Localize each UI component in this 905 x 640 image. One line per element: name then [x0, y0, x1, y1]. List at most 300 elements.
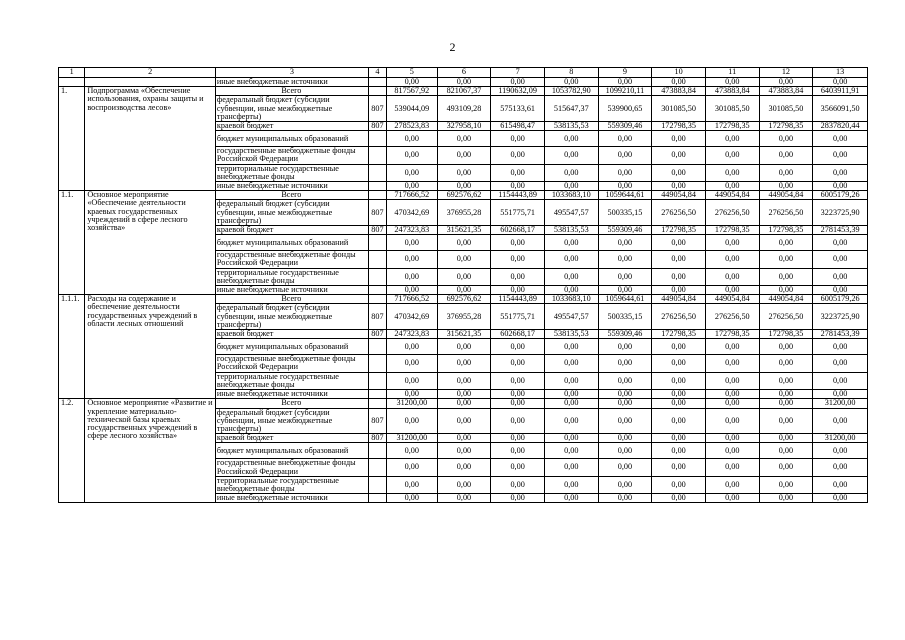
amount-cell: 500335,15 [598, 200, 652, 226]
amount-cell: 0,00 [598, 399, 652, 408]
amount-cell: 0,00 [652, 399, 706, 408]
amount-cell: 0,00 [813, 268, 868, 285]
amount-cell: 0,00 [598, 147, 652, 164]
budget-code [368, 286, 386, 295]
amount-cell: 538135,53 [544, 122, 598, 131]
amount-cell: 0,00 [437, 235, 491, 251]
amount-cell: 500335,15 [598, 304, 652, 330]
amount-cell: 0,00 [705, 459, 759, 476]
amount-cell: 0,00 [759, 399, 813, 408]
table-row [59, 191, 868, 200]
amount-cell: 817567,92 [387, 87, 438, 96]
amount-cell: 0,00 [813, 372, 868, 389]
funding-source: федеральный бюджет (субсидии субвенции, иные межбюджетные трансферты) [215, 408, 368, 434]
funding-source: краевой бюджет [215, 434, 368, 443]
amount-cell: 0,00 [387, 408, 438, 434]
amount-cell: 3223725,90 [813, 200, 868, 226]
amount-cell: 0,00 [387, 476, 438, 493]
funding-source: федеральный бюджет (субсидии субвенции, иные межбюджетные трансферты) [215, 304, 368, 330]
funding-source: государственные внебюджетные фонды Российской Федерации [215, 251, 368, 268]
amount-cell: 0,00 [705, 182, 759, 191]
amount-cell: 0,00 [813, 443, 868, 459]
amount-cell: 0,00 [437, 147, 491, 164]
amount-cell: 276256,50 [705, 200, 759, 226]
amount-cell: 0,00 [491, 459, 545, 476]
funding-source: территориальные государственные внебюджетные фонды [215, 476, 368, 493]
amount-cell: 0,00 [759, 494, 813, 503]
amount-cell: 376955,28 [437, 304, 491, 330]
amount-cell: 0,00 [387, 494, 438, 503]
amount-cell: 0,00 [705, 443, 759, 459]
amount-cell: 0,00 [387, 78, 438, 87]
amount-cell: 0,00 [705, 339, 759, 355]
amount-cell: 0,00 [544, 147, 598, 164]
budget-code [368, 372, 386, 389]
column-number-5: 5 [387, 68, 438, 78]
amount-cell: 3566091,50 [813, 96, 868, 122]
amount-cell: 301085,50 [759, 96, 813, 122]
amount-cell: 0,00 [544, 78, 598, 87]
amount-cell: 0,00 [759, 147, 813, 164]
amount-cell: 301085,50 [652, 96, 706, 122]
column-number-3: 3 [215, 68, 368, 78]
amount-cell: 172798,35 [652, 122, 706, 131]
amount-cell: 0,00 [813, 286, 868, 295]
amount-cell: 2781453,39 [813, 330, 868, 339]
amount-cell: 0,00 [437, 399, 491, 408]
amount-cell: 31200,00 [387, 399, 438, 408]
amount-cell: 172798,35 [705, 226, 759, 235]
amount-cell: 0,00 [491, 494, 545, 503]
column-number-6: 6 [437, 68, 491, 78]
amount-cell: 0,00 [544, 494, 598, 503]
budget-code [368, 459, 386, 476]
amount-cell: 0,00 [759, 251, 813, 268]
budget-code [368, 295, 386, 304]
amount-cell: 0,00 [652, 434, 706, 443]
amount-cell: 0,00 [813, 408, 868, 434]
column-number-13: 13 [813, 68, 868, 78]
amount-cell: 0,00 [759, 286, 813, 295]
amount-cell: 0,00 [387, 182, 438, 191]
amount-cell: 0,00 [705, 476, 759, 493]
amount-cell: 0,00 [491, 131, 545, 147]
amount-cell: 0,00 [598, 390, 652, 399]
amount-cell: 0,00 [705, 390, 759, 399]
amount-cell: 0,00 [437, 390, 491, 399]
amount-cell: 276256,50 [759, 304, 813, 330]
funding-source: краевой бюджет [215, 122, 368, 131]
amount-cell: 0,00 [652, 372, 706, 389]
amount-cell: 470342,69 [387, 304, 438, 330]
amount-cell: 0,00 [759, 390, 813, 399]
column-number-11: 11 [705, 68, 759, 78]
budget-code [368, 147, 386, 164]
amount-cell: 575133,61 [491, 96, 545, 122]
amount-cell: 0,00 [437, 434, 491, 443]
amount-cell: 0,00 [652, 408, 706, 434]
amount-cell: 470342,69 [387, 200, 438, 226]
amount-cell: 0,00 [598, 443, 652, 459]
amount-cell: 0,00 [544, 339, 598, 355]
budget-code: 807 [368, 200, 386, 226]
amount-cell: 0,00 [544, 164, 598, 181]
amount-cell: 0,00 [544, 268, 598, 285]
amount-cell: 0,00 [759, 164, 813, 181]
budget-code [368, 390, 386, 399]
column-number-8: 8 [544, 68, 598, 78]
amount-cell: 31200,00 [813, 434, 868, 443]
column-number-9: 9 [598, 68, 652, 78]
amount-cell: 538135,53 [544, 330, 598, 339]
amount-cell: 276256,50 [759, 200, 813, 226]
budget-table [58, 67, 868, 503]
amount-cell: 821067,37 [437, 87, 491, 96]
amount-cell: 0,00 [759, 372, 813, 389]
amount-cell: 0,00 [652, 147, 706, 164]
amount-cell: 0,00 [652, 390, 706, 399]
amount-cell: 559309,46 [598, 226, 652, 235]
amount-cell: 0,00 [652, 182, 706, 191]
funding-source: иные внебюджетные источники [215, 494, 368, 503]
amount-cell: 515647,37 [544, 96, 598, 122]
amount-cell: 0,00 [491, 408, 545, 434]
budget-code: 807 [368, 330, 386, 339]
amount-cell: 0,00 [387, 286, 438, 295]
amount-cell: 0,00 [491, 268, 545, 285]
amount-cell: 0,00 [387, 355, 438, 372]
amount-cell: 717666,52 [387, 295, 438, 304]
amount-cell: 0,00 [491, 147, 545, 164]
amount-cell: 1033683,10 [544, 191, 598, 200]
amount-cell: 0,00 [387, 443, 438, 459]
amount-cell: 0,00 [437, 131, 491, 147]
amount-cell: 0,00 [491, 182, 545, 191]
amount-cell: 0,00 [652, 355, 706, 372]
amount-cell: 172798,35 [652, 330, 706, 339]
amount-cell: 0,00 [759, 434, 813, 443]
amount-cell: 0,00 [437, 372, 491, 389]
amount-cell: 0,00 [759, 131, 813, 147]
funding-source: Всего [215, 191, 368, 200]
funding-source: Всего [215, 87, 368, 96]
amount-cell: 0,00 [387, 147, 438, 164]
funding-source: иные внебюджетные источники [215, 390, 368, 399]
amount-cell: 0,00 [652, 286, 706, 295]
amount-cell: 0,00 [813, 251, 868, 268]
amount-cell: 0,00 [598, 131, 652, 147]
amount-cell: 0,00 [598, 339, 652, 355]
amount-cell: 0,00 [598, 372, 652, 389]
column-number-12: 12 [759, 68, 813, 78]
amount-cell: 449054,84 [705, 191, 759, 200]
amount-cell: 0,00 [705, 434, 759, 443]
amount-cell: 0,00 [705, 399, 759, 408]
amount-cell: 0,00 [813, 182, 868, 191]
budget-code: 807 [368, 226, 386, 235]
amount-cell: 0,00 [759, 443, 813, 459]
amount-cell: 1053782,90 [544, 87, 598, 96]
amount-cell: 717666,52 [387, 191, 438, 200]
amount-cell: 0,00 [491, 476, 545, 493]
column-number-2: 2 [85, 68, 216, 78]
amount-cell: 0,00 [813, 390, 868, 399]
budget-code [368, 339, 386, 355]
activity-name: Основное мероприятие «Обеспечение деятельности краевых государственных учреждений в сфере лесного хозяйства» [85, 191, 216, 295]
amount-cell: 602668,17 [491, 330, 545, 339]
amount-cell: 0,00 [652, 131, 706, 147]
amount-cell: 0,00 [544, 355, 598, 372]
funding-source: бюджет муниципальных образований [215, 443, 368, 459]
activity-name-cell [85, 78, 216, 87]
amount-cell: 559309,46 [598, 122, 652, 131]
funding-source: иные внебюджетные источники [215, 182, 368, 191]
amount-cell: 0,00 [705, 164, 759, 181]
budget-code: 807 [368, 122, 386, 131]
amount-cell: 0,00 [491, 251, 545, 268]
amount-cell: 1099210,11 [598, 87, 652, 96]
amount-cell: 0,00 [544, 182, 598, 191]
amount-cell: 0,00 [598, 182, 652, 191]
amount-cell: 473883,84 [759, 87, 813, 96]
amount-cell: 0,00 [491, 399, 545, 408]
amount-cell: 0,00 [759, 339, 813, 355]
amount-cell: 172798,35 [759, 122, 813, 131]
amount-cell: 0,00 [652, 78, 706, 87]
amount-cell: 0,00 [544, 476, 598, 493]
amount-cell: 0,00 [652, 459, 706, 476]
funding-source: иные внебюджетные источники [215, 286, 368, 295]
amount-cell: 0,00 [437, 164, 491, 181]
funding-source: краевой бюджет [215, 330, 368, 339]
amount-cell: 0,00 [598, 476, 652, 493]
amount-cell: 449054,84 [759, 295, 813, 304]
amount-cell: 0,00 [387, 251, 438, 268]
amount-cell: 327958,10 [437, 122, 491, 131]
budget-code [368, 494, 386, 503]
amount-cell: 0,00 [705, 268, 759, 285]
budget-code: 807 [368, 96, 386, 122]
budget-code [368, 87, 386, 96]
amount-cell: 6005179,26 [813, 295, 868, 304]
amount-cell: 0,00 [491, 372, 545, 389]
amount-cell: 278523,83 [387, 122, 438, 131]
funding-source: федеральный бюджет (субсидии субвенции, иные межбюджетные трансферты) [215, 96, 368, 122]
funding-source: краевой бюджет [215, 226, 368, 235]
amount-cell: 0,00 [491, 235, 545, 251]
page-number: 2 [449, 40, 456, 54]
amount-cell: 539044,09 [387, 96, 438, 122]
amount-cell: 0,00 [705, 235, 759, 251]
amount-cell: 172798,35 [705, 330, 759, 339]
amount-cell: 0,00 [598, 164, 652, 181]
budget-code [368, 268, 386, 285]
amount-cell: 0,00 [491, 78, 545, 87]
row-number-cell [59, 78, 85, 87]
item-number: 1.2. [59, 399, 85, 503]
budget-code: 807 [368, 434, 386, 443]
budget-code [368, 235, 386, 251]
amount-cell: 0,00 [705, 286, 759, 295]
budget-code [368, 476, 386, 493]
amount-cell: 0,00 [437, 268, 491, 285]
item-number: 1.1. [59, 191, 85, 295]
budget-code: 807 [368, 304, 386, 330]
amount-cell: 0,00 [544, 286, 598, 295]
budget-code [368, 182, 386, 191]
funding-source: бюджет муниципальных образований [215, 235, 368, 251]
budget-code [368, 251, 386, 268]
amount-cell: 0,00 [544, 235, 598, 251]
amount-cell: 301085,50 [705, 96, 759, 122]
column-number-10: 10 [652, 68, 706, 78]
amount-cell: 0,00 [544, 459, 598, 476]
activity-name: Основное мероприятие «Развитие и укрепление материально-технической базы краевых государственных учреждений в сфере лесного хозяйства» [85, 399, 216, 503]
amount-cell: 0,00 [759, 459, 813, 476]
amount-cell: 2781453,39 [813, 226, 868, 235]
amount-cell: 247323,83 [387, 226, 438, 235]
amount-cell: 0,00 [387, 131, 438, 147]
amount-cell: 0,00 [652, 494, 706, 503]
amount-cell: 0,00 [437, 251, 491, 268]
amount-cell: 0,00 [705, 78, 759, 87]
amount-cell: 602668,17 [491, 226, 545, 235]
amount-cell: 692576,62 [437, 295, 491, 304]
budget-code [368, 131, 386, 147]
funding-source: Всего [215, 399, 368, 408]
table-row [59, 87, 868, 96]
amount-cell: 0,00 [437, 78, 491, 87]
amount-cell: 0,00 [598, 459, 652, 476]
amount-cell: 0,00 [813, 355, 868, 372]
amount-cell: 0,00 [598, 408, 652, 434]
amount-cell: 0,00 [652, 235, 706, 251]
amount-cell: 0,00 [759, 355, 813, 372]
amount-cell: 0,00 [491, 286, 545, 295]
amount-cell: 495547,57 [544, 200, 598, 226]
amount-cell: 449054,84 [652, 295, 706, 304]
amount-cell: 0,00 [759, 78, 813, 87]
amount-cell: 0,00 [759, 408, 813, 434]
amount-cell: 0,00 [437, 286, 491, 295]
funding-source: государственные внебюджетные фонды Российской Федерации [215, 459, 368, 476]
amount-cell: 1059644,61 [598, 295, 652, 304]
amount-cell: 1059644,61 [598, 191, 652, 200]
amount-cell: 0,00 [544, 131, 598, 147]
amount-cell: 559309,46 [598, 330, 652, 339]
amount-cell: 692576,62 [437, 191, 491, 200]
funding-source: государственные внебюджетные фонды Российской Федерации [215, 355, 368, 372]
amount-cell: 449054,84 [759, 191, 813, 200]
amount-cell: 0,00 [491, 434, 545, 443]
amount-cell: 0,00 [437, 408, 491, 434]
amount-cell: 6005179,26 [813, 191, 868, 200]
budget-code [368, 164, 386, 181]
budget-code [368, 191, 386, 200]
funding-source: территориальные государственные внебюджетные фонды [215, 164, 368, 181]
amount-cell: 0,00 [652, 251, 706, 268]
amount-cell: 247323,83 [387, 330, 438, 339]
amount-cell: 0,00 [544, 372, 598, 389]
funding-source: территориальные государственные внебюджетные фонды [215, 268, 368, 285]
amount-cell: 1154443,89 [491, 295, 545, 304]
activity-name: Подпрограмма «Обеспечение использования, охраны защиты и воспроизводства лесов» [85, 87, 216, 191]
funding-source: федеральный бюджет (субсидии субвенции, иные межбюджетные трансферты) [215, 200, 368, 226]
activity-name: Расходы на содержание и обеспечение деятельности государственных учреждений в области лесных отношений [85, 295, 216, 399]
amount-cell: 0,00 [387, 235, 438, 251]
amount-cell: 315621,35 [437, 330, 491, 339]
table-row [59, 295, 868, 304]
budget-code [368, 355, 386, 372]
amount-cell: 1190632,09 [491, 87, 545, 96]
amount-cell: 0,00 [813, 235, 868, 251]
amount-cell: 0,00 [705, 494, 759, 503]
amount-cell: 0,00 [813, 147, 868, 164]
amount-cell: 551775,71 [491, 200, 545, 226]
amount-cell: 0,00 [437, 182, 491, 191]
amount-cell: 0,00 [437, 355, 491, 372]
amount-cell: 3223725,90 [813, 304, 868, 330]
amount-cell: 0,00 [813, 476, 868, 493]
amount-cell: 0,00 [598, 251, 652, 268]
amount-cell: 1154443,89 [491, 191, 545, 200]
funding-source: иные внебюджетные источники [215, 78, 368, 87]
amount-cell: 0,00 [598, 286, 652, 295]
amount-cell: 0,00 [813, 131, 868, 147]
amount-cell: 0,00 [705, 372, 759, 389]
amount-cell: 276256,50 [652, 304, 706, 330]
column-number-7: 7 [491, 68, 545, 78]
table-row [59, 399, 868, 408]
amount-cell: 0,00 [705, 147, 759, 164]
budget-code: 807 [368, 408, 386, 434]
amount-cell: 0,00 [491, 443, 545, 459]
amount-cell: 493109,28 [437, 96, 491, 122]
amount-cell: 0,00 [759, 182, 813, 191]
amount-cell: 538135,53 [544, 226, 598, 235]
column-number-1: 1 [59, 68, 85, 78]
amount-cell: 0,00 [491, 355, 545, 372]
amount-cell: 276256,50 [705, 304, 759, 330]
amount-cell: 0,00 [437, 339, 491, 355]
amount-cell: 0,00 [387, 339, 438, 355]
amount-cell: 0,00 [544, 390, 598, 399]
amount-cell: 172798,35 [759, 226, 813, 235]
amount-cell: 473883,84 [652, 87, 706, 96]
amount-cell: 0,00 [598, 494, 652, 503]
amount-cell: 276256,50 [652, 200, 706, 226]
amount-cell: 0,00 [598, 355, 652, 372]
column-number-header [59, 68, 868, 78]
amount-cell: 0,00 [652, 268, 706, 285]
amount-cell: 0,00 [544, 434, 598, 443]
amount-cell: 376955,28 [437, 200, 491, 226]
funding-source: государственные внебюджетные фонды Российской Федерации [215, 147, 368, 164]
amount-cell: 0,00 [652, 164, 706, 181]
amount-cell: 31200,00 [387, 434, 438, 443]
amount-cell: 539900,65 [598, 96, 652, 122]
amount-cell: 0,00 [759, 476, 813, 493]
amount-cell: 172798,35 [705, 122, 759, 131]
budget-code [368, 78, 386, 87]
amount-cell: 0,00 [437, 476, 491, 493]
amount-cell: 615498,47 [491, 122, 545, 131]
amount-cell: 0,00 [387, 268, 438, 285]
amount-cell: 0,00 [813, 459, 868, 476]
amount-cell: 551775,71 [491, 304, 545, 330]
amount-cell: 0,00 [387, 372, 438, 389]
amount-cell: 0,00 [813, 78, 868, 87]
